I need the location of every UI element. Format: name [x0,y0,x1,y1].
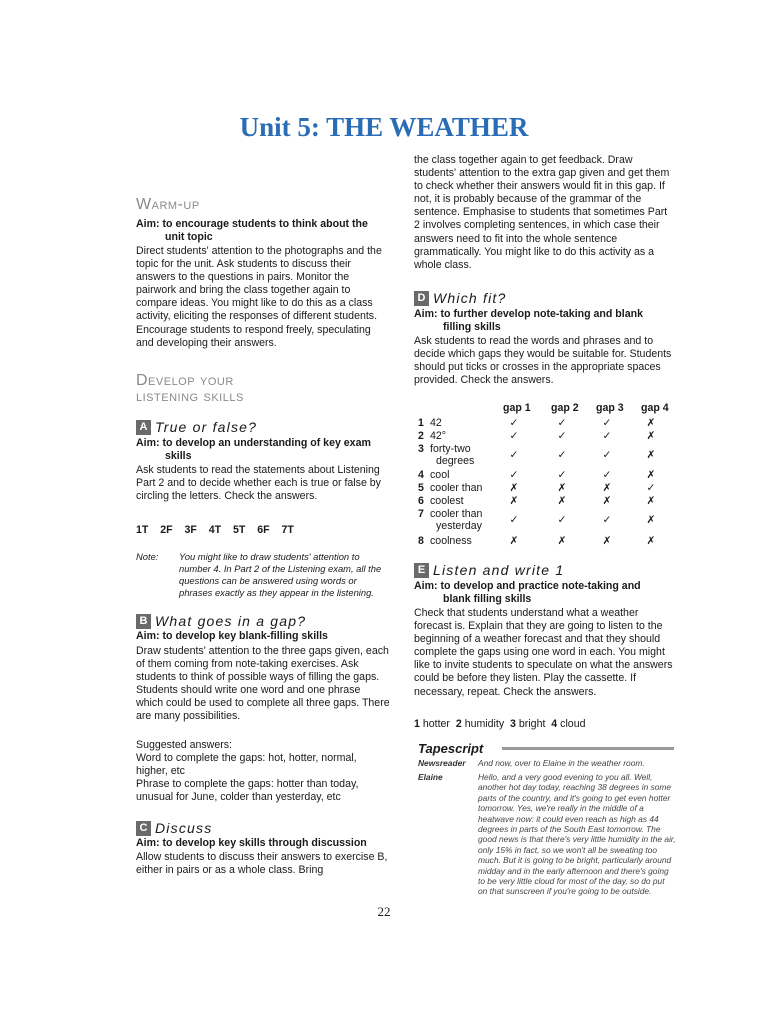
gap-header-4: gap 4 [641,402,669,414]
speaker-elaine: Elaine [418,772,443,782]
badge-c: C [136,821,151,836]
warmup-heading: Warm-up [136,196,200,213]
tapescript-heading: Tapescript [418,741,484,756]
exercise-d-body: Ask students to read the words and phrases and to decide which gaps they would be suitable for. Students should put ticks or crosses in the appropriate spaces provided. Check the answers. [414,335,672,387]
exercise-d-heading: D Which fit? [414,290,506,306]
gap-header-1: gap 1 [503,402,531,414]
exercise-a-body: Ask students to read the statements about Listening Part 2 and to decide whether each is true or false by circling the letters. Check the answers. [136,464,381,503]
continued-text: the class together again to get feedback. Draw students' attention to the extra gap given and get them to check whether their answers would fit in this gap. If not, it is probably because of the grammar of the sentence. Emphasise to students that sometimes Part 2 involves completing sentences, in which case their answers need to fit into the whole sentence grammatically. You might like to do this activity as a whole class. [414,154,670,271]
exercise-c-body: Allow students to discuss their answers to exercise B, either in pairs or as a whole class. Bring [136,851,388,877]
exercise-e-body: Check that students understand what a weather forecast is. Explain that they are going to listen to the beginning of a weather forecast and that they should complete the gaps using one word in each. You might like to invite students to speculate on what the answers could be before they listen. Play the cassette. If necessary, repeat. Check the answers. [414,607,673,698]
exercise-a-note: Note: You might like to draw students' attention to number 4. In Part 2 of the Listening exam, all the questions can be answered using words or phrases exactly as they appear in the listening. [136,551,382,598]
exercise-d-aim: Aim: to further develop note-taking and blank filling skills [414,308,643,333]
exercise-c-aim: Aim: to develop key skills through discussion [136,837,367,849]
suggested-answers: Suggested answers: Word to complete the gaps: hot, hotter, normal, higher, etc Phrase to complete the gaps: hotter than today, unusual for June, colder than yesterday, etc [136,739,359,803]
exercise-e-answers: 1 hotter 2 humidity 3 bright 4 cloud [414,718,586,730]
badge-b: B [136,614,151,629]
speaker-newsreader: Newsreader [418,758,466,768]
exercise-b-heading: B What goes in a gap? [136,613,306,629]
page-title: Unit 5: THE WEATHER [239,112,529,142]
gap-header-2: gap 2 [551,402,579,414]
tapescript-rule [502,747,674,750]
warmup-body: Direct students' attention to the photographs and the topic for the unit. Ask students to discuss their answers to the questions in pairs. Monitor the pairwork and bring the class together again to compare ideas. You might like to do this as a class activity, eliciting the responses of different students. Encourage students to respond freely, speculating and developing their answers. [136,245,382,349]
gap-header-3: gap 3 [596,402,624,414]
develop-heading: Develop your listening skills [136,372,244,405]
exercise-a-heading: A True or false? [136,419,257,435]
warmup-aim: Aim: to encourage students to think about the unit topic [136,218,368,243]
exercise-e-heading: E Listen and write 1 [414,562,564,578]
badge-e: E [414,563,429,578]
tapescript-line-1: And now, over to Elaine in the weather room. [478,758,645,768]
tapescript-line-2: Hello, and a very good evening to you all. Well, another hot day today, reaching 38 degrees in some parts of the country, and it's going to get even hotter tomorrow. Yes, we're really in the middle of a heatwave now: it could even reach as high as 44 degrees in parts of the South East tomorrow. The good news is that there's very little humidity in the air, only 15% in fact, so we won't all be sweating too much. But it is going to be bright, particularly around midday and in the early afternoon and there's going to be very little cloud for most of the day, so do put on that sunscreen if you're going to be outside. [478,772,676,897]
gap-table: gap 1 gap 2 gap 3 gap 4 1 42 ✓ ✓ ✓ ✗ 2 42° ✓ ✓ ✓ ✗ 3 forty-two degrees ✓ ✓ ✓ ✗ 4 cool ✓ ✓ ✓ ✗ 5 cooler than ✗ ✗ ✗ ✓ 6 coolest ✗ ✗ ✗ ✗ 7 cooler than yesterday ✓ ✓ ✓ ✗ 8 coolness ✗ ✗ ✗ ✗ [418,402,669,547]
exercise-e-aim: Aim: to develop and practice note-taking and blank filling skills [414,580,641,605]
exercise-c-heading: C Discuss [136,820,212,836]
badge-a: A [136,420,151,435]
badge-d: D [414,291,429,306]
exercise-b-body: Draw students' attention to the three gaps given, each of them coming from note-taking exercises. Ask students to think of possible ways of filling the gaps. Students should write one word and one phrase which could be used to complete all three gaps. There are many possibilities. [136,645,390,723]
exercise-a-answers: 1T 2F 3F 4T 5T 6F 7T [136,524,294,536]
exercise-a-aim: Aim: to develop an understanding of key exam skills [136,437,371,462]
page-number: 22 [377,904,391,919]
exercise-b-aim: Aim: to develop key blank-filling skills [136,630,328,642]
